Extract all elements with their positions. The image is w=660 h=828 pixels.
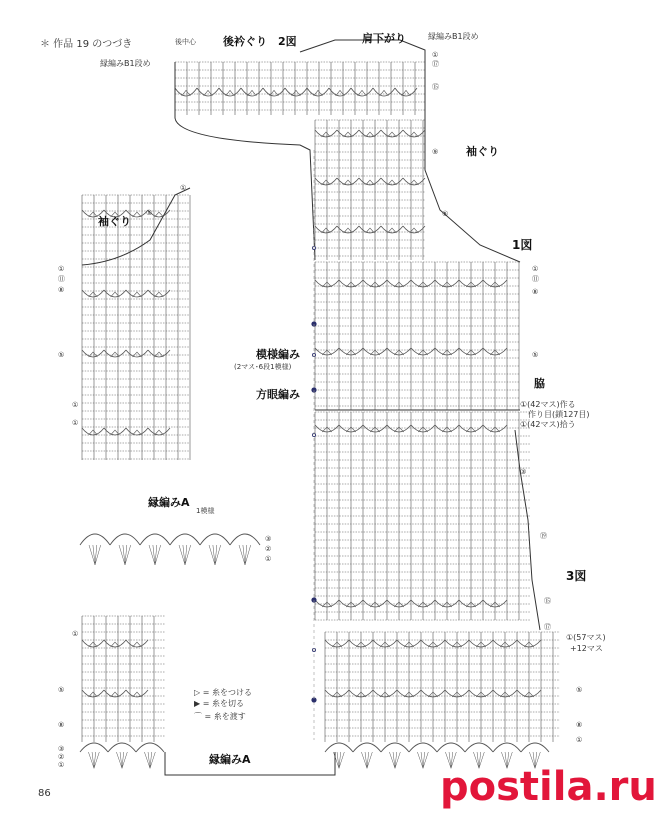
arch bbox=[285, 88, 307, 96]
side-note-3: ①(42マス)拾う bbox=[520, 420, 576, 429]
row-mark-r5-left: ⑤ bbox=[58, 351, 65, 359]
row-mark-r1-top: ① bbox=[180, 184, 187, 192]
arch bbox=[263, 88, 285, 96]
row-mark-r17-right: ⑰ bbox=[432, 60, 439, 68]
page-number: 86 bbox=[38, 788, 51, 799]
cut-yarn-icon: ▶ bbox=[194, 699, 201, 708]
row-mark-r5-right: ⑤ bbox=[442, 210, 449, 218]
label-border-a-bottom: 縁編みA bbox=[209, 753, 251, 766]
label-shoulder-slope: 肩下がり bbox=[362, 32, 406, 45]
border-a-left bbox=[80, 743, 164, 768]
arch bbox=[126, 350, 148, 357]
scallop bbox=[437, 743, 465, 752]
scallop bbox=[136, 743, 164, 752]
row-mark-r8-right: ⑧ bbox=[532, 288, 539, 296]
scallop bbox=[140, 534, 170, 545]
back-neck-outline bbox=[175, 62, 315, 260]
row-mark-r8-left2: ⑧ bbox=[58, 721, 65, 729]
watermark-text: postila.ru bbox=[440, 764, 657, 810]
fig2-back-grid bbox=[175, 62, 425, 115]
fig1-lower-grid bbox=[315, 412, 530, 620]
arch bbox=[104, 640, 126, 647]
label-pattern-stitch: 模様編み bbox=[256, 348, 300, 361]
carry-yarn-icon: ⌒ bbox=[194, 712, 202, 721]
label-armhole-left: 袖ぐり bbox=[98, 215, 131, 228]
row-mark-r1-left: ① bbox=[58, 265, 65, 273]
arch bbox=[126, 428, 148, 435]
row-mark-r15-right: ⑮ bbox=[432, 83, 439, 91]
attach-yarn-icon: ▷ bbox=[194, 688, 201, 697]
row-mark-r1-right2: ① bbox=[532, 265, 539, 273]
bottom-left-pattern-1 bbox=[82, 640, 148, 647]
scallop bbox=[80, 743, 108, 752]
row-mark-r1-left5: ① bbox=[58, 761, 65, 769]
legend-cut-text: = 糸を切る bbox=[202, 699, 244, 708]
arch bbox=[307, 88, 329, 96]
arch bbox=[241, 88, 263, 96]
scallop bbox=[353, 743, 381, 752]
arch bbox=[197, 88, 219, 96]
legend-attach-yarn bbox=[194, 687, 252, 698]
row-mark-r8-right2: ⑧ bbox=[576, 721, 583, 729]
label-border-a-title: 縁編みA bbox=[148, 496, 190, 509]
label-pattern-repeat: (2マス･6段1模様) bbox=[234, 363, 292, 371]
scallop bbox=[493, 743, 521, 752]
row-mark-r1-right3: ① bbox=[576, 736, 583, 744]
row-mark-r2-left: ② bbox=[58, 753, 65, 761]
row-mark-r5-top: ⑤ bbox=[146, 209, 153, 217]
bottom-left-grid bbox=[82, 616, 165, 742]
row-mark-r1-right: ① bbox=[432, 51, 439, 59]
row-mark-r15-right2: ⑮ bbox=[544, 597, 551, 605]
legend-carry-text: = 糸を渡す bbox=[204, 712, 246, 721]
label-fig1: 1図 bbox=[512, 238, 533, 252]
watermark bbox=[440, 764, 657, 810]
label-border-row-left: 縁編みB1段め bbox=[100, 59, 151, 68]
row-mark-r5-right3: ⑤ bbox=[576, 686, 583, 694]
bottom-note-2: +12マス bbox=[570, 644, 603, 653]
row-mark-r5-right2: ⑤ bbox=[532, 351, 539, 359]
scallop bbox=[108, 743, 136, 752]
scallop bbox=[170, 534, 200, 545]
side-note-1: ①(42マス)作る bbox=[520, 400, 576, 409]
fig1-body-grid bbox=[315, 262, 520, 410]
scallop bbox=[230, 534, 260, 545]
row-mark-r1-left2: ① bbox=[72, 401, 79, 409]
arch bbox=[351, 88, 373, 96]
left-front-pattern-3 bbox=[82, 350, 170, 357]
label-side: 脇 bbox=[534, 377, 545, 390]
row-mark-r9-right: ⑨ bbox=[432, 148, 439, 156]
left-front-pattern-4 bbox=[82, 428, 170, 435]
row-mark-r1-left3: ① bbox=[72, 419, 79, 427]
fig3-grid bbox=[325, 632, 560, 742]
border-a-sample bbox=[80, 534, 260, 565]
fig1-upper-grid bbox=[315, 120, 425, 260]
row-mark-r3-right: ③ bbox=[520, 468, 527, 476]
row-mark-r8-left: ⑧ bbox=[58, 286, 65, 294]
row-mark-r17-right2: ⑰ bbox=[544, 623, 551, 631]
row-mark-r3-sample: ③ bbox=[265, 535, 272, 543]
arch bbox=[373, 88, 395, 96]
row-mark-r1-left4: ① bbox=[72, 630, 79, 638]
row-mark-r3-left: ③ bbox=[58, 745, 65, 753]
arch bbox=[82, 428, 104, 435]
row-mark-r2-sample: ② bbox=[265, 545, 272, 553]
legend-carry-yarn bbox=[194, 711, 246, 722]
scallop bbox=[465, 743, 493, 752]
scallop bbox=[381, 743, 409, 752]
row-mark-r19-right: ⑲ bbox=[540, 532, 547, 540]
arch bbox=[148, 428, 170, 435]
bottom-note-1: ①(57マス) bbox=[566, 633, 606, 642]
scallop bbox=[409, 743, 437, 752]
row-mark-r5-left2: ⑤ bbox=[58, 686, 65, 694]
label-filet-stitch: 方眼編み bbox=[256, 388, 300, 401]
row-mark-r11-left: ⑪ bbox=[58, 275, 65, 283]
arch bbox=[82, 350, 104, 357]
arch bbox=[82, 640, 104, 647]
arch bbox=[126, 640, 148, 647]
label-one-repeat: 1模様 bbox=[196, 507, 215, 515]
scallop bbox=[200, 534, 230, 545]
label-fig3: 3図 bbox=[566, 569, 587, 583]
scallop bbox=[325, 743, 353, 752]
label-armhole-right: 袖ぐり bbox=[466, 145, 499, 158]
arch bbox=[104, 350, 126, 357]
arch bbox=[104, 428, 126, 435]
arch bbox=[329, 88, 351, 96]
continuation-note: ＊ 作品 19 のつづき bbox=[40, 39, 133, 50]
scallop bbox=[80, 534, 110, 545]
legend-cut-yarn bbox=[194, 698, 244, 709]
arch bbox=[395, 88, 417, 96]
arch bbox=[148, 350, 170, 357]
legend-attach-text: = 糸をつける bbox=[202, 688, 252, 697]
label-back-neck: 後衿ぐり bbox=[223, 35, 267, 48]
row-mark-r1-sample: ① bbox=[265, 555, 272, 563]
label-center-back: 後中心 bbox=[175, 38, 196, 46]
arch bbox=[175, 88, 197, 96]
label-border-row-right: 縁編みB1段め bbox=[428, 32, 479, 41]
scallop bbox=[521, 743, 549, 752]
scallop bbox=[110, 534, 140, 545]
label-fig2: 2図 bbox=[278, 35, 297, 48]
left-front-grid bbox=[82, 195, 190, 460]
row-mark-r11-right: ⑪ bbox=[532, 275, 539, 283]
arch bbox=[219, 88, 241, 96]
side-note-2: 作り目(鎖127目) bbox=[528, 410, 590, 419]
